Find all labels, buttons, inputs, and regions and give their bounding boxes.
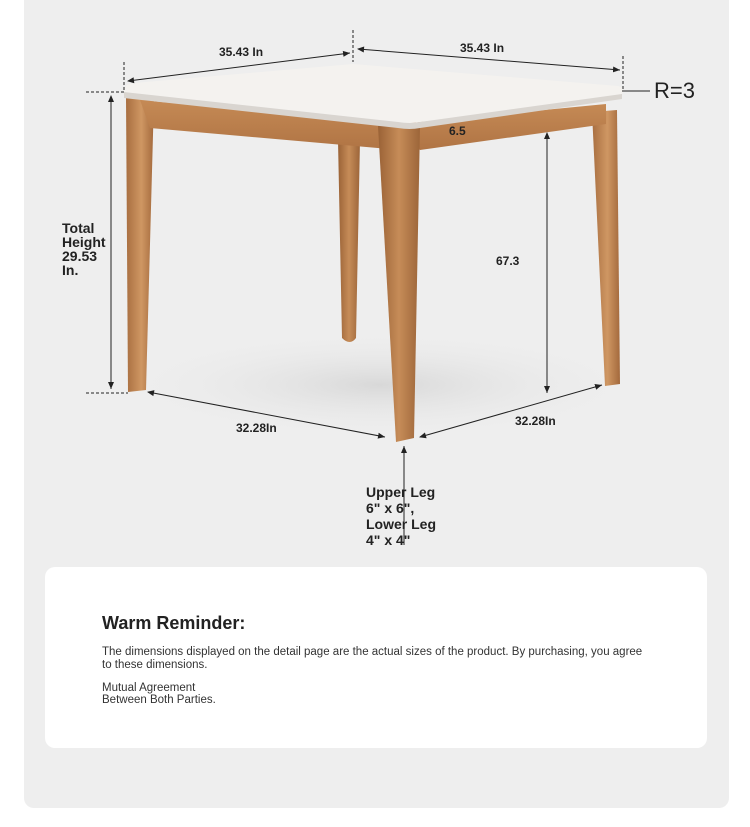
leg-size-label: Upper Leg 6" x 6", Lower Leg 4" x 4" — [366, 484, 437, 548]
apron-height-label: 6.5 — [449, 124, 466, 138]
reminder-card — [45, 567, 707, 748]
reminder-body: The dimensions displayed on the detail page are the actual sizes of the product. By purchasing, you agree to these dimensions. — [102, 646, 643, 671]
corner-radius-label: R=3 — [654, 78, 695, 103]
leg-clearance-label: 67.3 — [496, 254, 520, 268]
reminder-title: Warm Reminder: — [102, 613, 246, 633]
right-leg — [592, 110, 620, 386]
total-height-label: Total Height 29.53 In. — [62, 220, 106, 278]
left-leg — [126, 96, 154, 392]
base-width-right-label: 32.28In — [515, 414, 556, 428]
floor-shadow — [110, 330, 650, 440]
reminder-agreement: Mutual Agreement Between Both Parties. — [102, 682, 216, 706]
base-width-left-label: 32.28In — [236, 421, 277, 435]
back-leg — [338, 140, 360, 342]
top-width-left-label: 35.43 In — [219, 45, 264, 59]
top-width-right-label: 35.43 In — [460, 41, 505, 55]
